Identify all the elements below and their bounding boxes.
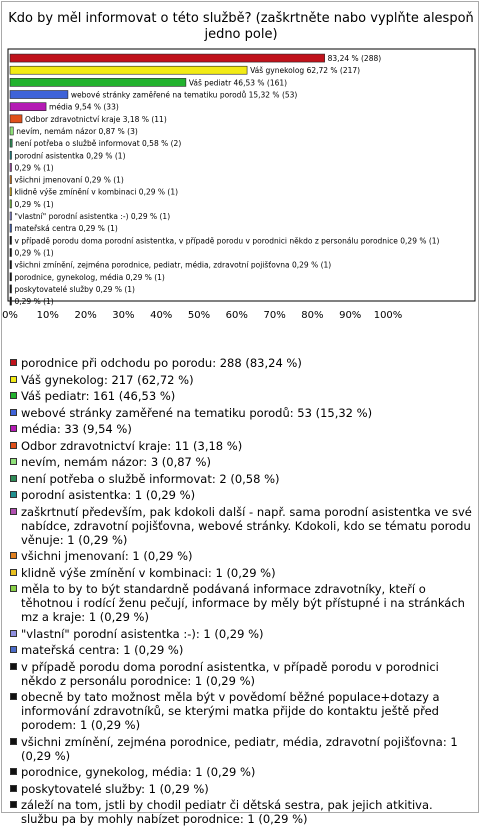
- bar: [10, 139, 12, 147]
- x-tick-label: 40%: [150, 310, 173, 321]
- legend-item: [10, 627, 472, 641]
- legend-swatch: [10, 693, 17, 700]
- legend-swatch: [10, 508, 17, 515]
- chart-title: Kdo by měl informovat o této službě? (zaškrtněte nabo vyplňte alespoň jedno pole): [8, 11, 474, 42]
- legend-label: webové stránky zaměřené na tematiku porodů: 53 (15,32 %): [21, 405, 373, 420]
- legend-label: všichni zmínění, zejména porodnice, pediatr, média, zdravotní pojišťovna: 1 (0,29 %): [21, 734, 458, 763]
- legend-swatch: [10, 359, 17, 366]
- bar: [10, 200, 12, 208]
- bar: [10, 91, 68, 99]
- chart-legend: [10, 356, 472, 829]
- legend-label: porodnice, gynekolog, média: 1 (0,29 %): [21, 765, 256, 779]
- legend-item: [10, 690, 472, 732]
- bar: [10, 273, 12, 281]
- legend-swatch: [10, 768, 17, 775]
- legend-item: [10, 439, 472, 453]
- x-tick-label: 60%: [225, 310, 248, 321]
- legend-item: [10, 660, 472, 688]
- legend-item: [10, 373, 472, 387]
- legend-item: [10, 798, 472, 826]
- legend-label: poskytovatelé služby: 1 (0,29 %): [21, 781, 209, 796]
- x-tick-label: 50%: [187, 310, 211, 321]
- bar: [10, 151, 12, 159]
- legend-item: [10, 422, 472, 436]
- bar-label: 0,29 % (1): [14, 163, 54, 173]
- legend-item: [10, 406, 472, 420]
- legend-item: [10, 389, 472, 403]
- legend-swatch: [10, 585, 17, 592]
- legend-item: [10, 782, 472, 796]
- legend-label: Odbor zdravotnictví kraje: 11 (3,18 %): [21, 438, 243, 453]
- legend-label: záleží na tom, jstli by chodil pediatr či dětská sestra, pak jejich atkitiva. službu pa by mohly nabízet porodnice: 1 (0,29 %): [21, 798, 433, 826]
- bar-label: 0,29 % (1): [14, 199, 54, 209]
- bar: [10, 127, 13, 135]
- bar-label: 83,24 % (288): [327, 54, 382, 64]
- legend-item: [10, 455, 472, 469]
- legend-item: [10, 505, 472, 547]
- legend-item: [10, 356, 472, 370]
- legend-label: nevím, nemám názor: 3 (0,87 %): [21, 455, 211, 469]
- bar-chart: [0, 0, 480, 356]
- legend-label: Váš gynekolog: 217 (62,72 %): [21, 372, 194, 387]
- legend-label: zaškrtnutí především, pak kdokoli další - např. sama porodní asistentka ve své nabídce, zdravotní pojišťovna, webové stránky. Kdokoli, kdo se tématu porodu věnuje: 1 (0,29 %): [21, 504, 472, 547]
- legend-item: [10, 582, 472, 624]
- x-tick-label: 20%: [74, 310, 97, 321]
- legend-label: mateřská centra: 1 (0,29 %): [21, 643, 184, 657]
- legend-swatch: [10, 458, 17, 465]
- bar-label: Váš gynekolog 62,72 % (217): [250, 66, 361, 76]
- legend-label: porodní asistentka: 1 (0,29 %): [21, 488, 196, 502]
- bar-label: Odbor zdravotnictví kraje 3,18 % (11): [25, 114, 167, 124]
- x-tick-label: 30%: [112, 310, 135, 321]
- bar: [10, 66, 247, 74]
- legend-swatch: [10, 409, 17, 416]
- legend-label: klidně výše zmínění v kombinaci: 1 (0,29 %): [21, 565, 276, 580]
- bar-label: 0,29 % (1): [14, 248, 54, 258]
- legend-label: všichni jmenovaní: 1 (0,29 %): [21, 549, 193, 563]
- bar: [10, 163, 12, 171]
- legend-item: [10, 549, 472, 563]
- bar: [10, 188, 12, 196]
- bar: [10, 212, 12, 220]
- legend-label: porodnice při odchodu po porodu: 288 (83,24 %): [21, 356, 302, 370]
- bar: [10, 78, 186, 86]
- bar-label: "vlastní" porodní asistentka :-) 0,29 % (1): [14, 212, 171, 222]
- bar: [10, 103, 46, 111]
- bar: [10, 248, 12, 256]
- legend-label: obecně by tato možnost měla být v povědomí běžné populace+dotazy a informování zdravotníků, se kterými matka přijde do kontaktu ještě před porodem: 1 (0,29 %): [21, 690, 440, 732]
- x-tick-label: 90%: [339, 310, 362, 321]
- bar-label: porodní asistentka 0,29 % (1): [14, 151, 126, 161]
- legend-label: média: 33 (9,54 %): [21, 422, 132, 436]
- legend-item: [10, 735, 472, 763]
- legend-swatch: [10, 801, 17, 808]
- legend-swatch: [10, 552, 17, 559]
- legend-swatch: [10, 738, 17, 745]
- bar: [10, 115, 22, 123]
- legend-swatch: [10, 630, 17, 637]
- legend-item: [10, 643, 472, 657]
- bar-label: mateřská centra 0,29 % (1): [14, 224, 118, 234]
- bar: [10, 261, 12, 269]
- legend-swatch: [10, 475, 17, 482]
- bar: [10, 176, 12, 184]
- bar-label: nevím, nemám názor 0,87 % (3): [16, 126, 138, 136]
- bar: [10, 297, 12, 305]
- legend-label: "vlastní" porodní asistentka :-): 1 (0,29 %): [21, 626, 264, 641]
- bar-label: Váš pediatr 46,53 % (161): [188, 78, 288, 88]
- legend-label: Váš pediatr: 161 (46,53 %): [21, 389, 176, 403]
- legend-swatch: [10, 785, 17, 792]
- legend-item: [10, 765, 472, 779]
- legend-item: [10, 472, 472, 486]
- bar-label: všichni zmínění, zejména porodnice, pediatr, média, zdravotní pojišťovna 0,29 % (1): [14, 260, 332, 270]
- bar-label: porodnice, gynekolog, média 0,29 % (1): [14, 272, 165, 282]
- bar-label: v případě porodu doma porodní asistentka, v případě porodu v porodnici někdo z personálu porodnice 0,29 % (1): [14, 236, 440, 246]
- x-tick-label: 70%: [263, 310, 286, 321]
- legend-swatch: [10, 442, 17, 449]
- legend-label: není potřeba o službě informovat: 2 (0,58 %): [21, 471, 280, 486]
- bar-label: není potřeba o službě informovat 0,58 % (2): [15, 139, 182, 149]
- legend-item: [10, 566, 472, 580]
- bar: [10, 54, 325, 62]
- bar-label: klidně výše zmínění v kombinaci 0,29 % (1): [14, 187, 179, 197]
- legend-swatch: [10, 569, 17, 576]
- legend-swatch: [10, 425, 17, 432]
- bar-label: všichni jmenovaní 0,29 % (1): [14, 175, 124, 185]
- bar-label: média 9,54 % (33): [49, 102, 119, 112]
- legend-swatch: [10, 663, 17, 670]
- bar: [10, 224, 12, 232]
- x-tick-label: 0%: [2, 310, 18, 321]
- legend-item: [10, 488, 472, 502]
- legend-label: měla to by to být standardně podávaná informace zdravotníky, kteří o těhotnou i rodící ženu pečují, informace by měly být přístupné i na stránkách mz a kraje: 1 (0,29 %): [21, 582, 465, 624]
- x-tick-label: 100%: [373, 310, 403, 321]
- legend-label: v případě porodu doma porodní asistentka, v případě porodu v porodnici někdo z personálu porodnice: 1 (0,29 %): [21, 659, 439, 688]
- legend-swatch: [10, 392, 17, 399]
- legend-swatch: [10, 646, 17, 653]
- bar-label: poskytovatelé služby 0,29 % (1): [14, 284, 135, 294]
- x-tick-label: 80%: [301, 310, 324, 321]
- legend-swatch: [10, 376, 17, 383]
- legend-swatch: [10, 491, 17, 498]
- x-tick-label: 10%: [36, 310, 59, 321]
- bar: [10, 236, 12, 244]
- bar-label: 0,29 % (1): [14, 297, 54, 307]
- bar-label: webové stránky zaměřené na tematiku porodů 15,32 % (53): [70, 90, 298, 100]
- bar: [10, 285, 12, 293]
